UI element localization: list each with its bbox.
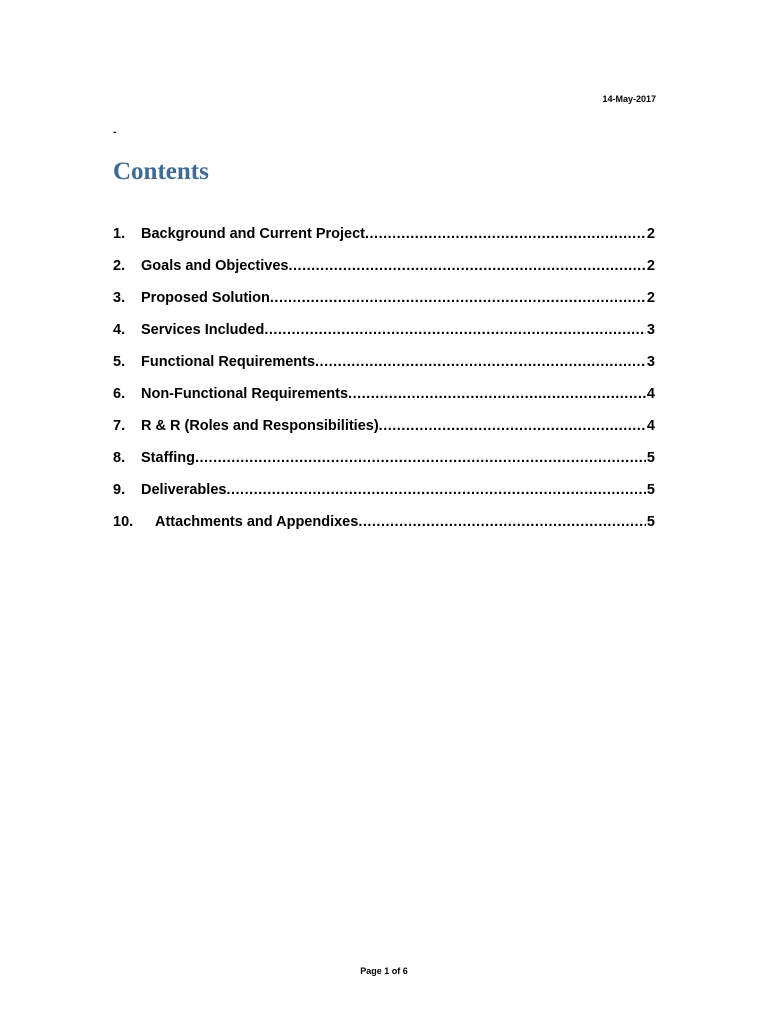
toc-dot-leader	[365, 226, 646, 242]
toc-entry-number: 6.	[113, 386, 126, 402]
toc-entry-number: 2.	[113, 258, 126, 274]
toc-entry-7[interactable]	[113, 418, 655, 450]
toc-entry-page: 5	[646, 482, 655, 498]
toc-entry-title: R & R (Roles and Responsibilities)	[141, 418, 379, 434]
toc-entry-title: Non-Functional Requirements	[141, 386, 349, 402]
toc-entry-title: Functional Requirements	[141, 354, 316, 370]
stray-dash-mark: -	[113, 127, 117, 138]
toc-entry-title: Background and Current Project	[141, 226, 365, 242]
footer-page-number: Page 1 of 6	[360, 966, 408, 976]
toc-entry-title: Proposed Solution	[141, 290, 270, 306]
toc-entry-page: 3	[646, 322, 655, 338]
toc-entry-number: 1.	[113, 226, 126, 242]
toc-entry-1[interactable]	[113, 226, 655, 258]
toc-entry-6[interactable]	[113, 386, 655, 418]
header-date: 14-May-2017	[602, 94, 656, 104]
toc-entry-number: 7.	[113, 418, 126, 434]
toc-entry-page: 5	[646, 514, 655, 530]
toc-entry-number: 3.	[113, 290, 126, 306]
toc-entry-number: 5.	[113, 354, 126, 370]
toc-entry-page: 4	[646, 418, 655, 434]
toc-dot-leader	[358, 514, 646, 530]
toc-dot-leader	[315, 354, 646, 370]
toc-entry-number: 9.	[113, 482, 126, 498]
toc-entry-number: 4.	[113, 322, 126, 338]
contents-heading: Contents	[113, 158, 209, 185]
toc-entry-title: Goals and Objectives	[141, 258, 289, 274]
toc-entry-title: Deliverables	[141, 482, 227, 498]
toc-entry-page: 2	[646, 258, 655, 274]
toc-entry-page: 4	[646, 386, 655, 402]
toc-entry-page: 2	[646, 226, 655, 242]
toc-dot-leader	[226, 482, 645, 498]
toc-entry-page: 5	[646, 450, 655, 466]
toc-entry-2[interactable]	[113, 258, 655, 290]
toc-dot-leader	[195, 450, 646, 466]
toc-entry-title: Services Included	[141, 322, 265, 338]
toc-entry-4[interactable]	[113, 322, 655, 354]
toc-dot-leader	[270, 290, 646, 306]
toc-dot-leader	[264, 322, 646, 338]
toc-entry-page: 2	[646, 290, 655, 306]
toc-entry-page: 3	[646, 354, 655, 370]
toc-entry-number: 10.	[113, 514, 134, 530]
toc-entry-title: Attachments and Appendixes	[155, 514, 359, 530]
toc-entry-number: 8.	[113, 450, 126, 466]
toc-entry-3[interactable]	[113, 290, 655, 322]
toc-entry-8[interactable]	[113, 450, 655, 482]
toc-entry-9[interactable]	[113, 482, 655, 514]
toc-dot-leader	[379, 418, 646, 434]
toc-entry-5[interactable]	[113, 354, 655, 386]
table-of-contents	[113, 226, 655, 546]
toc-entry-title: Staffing	[141, 450, 195, 466]
toc-dot-leader	[288, 258, 645, 274]
toc-entry-10[interactable]	[113, 514, 655, 546]
toc-dot-leader	[348, 386, 646, 402]
